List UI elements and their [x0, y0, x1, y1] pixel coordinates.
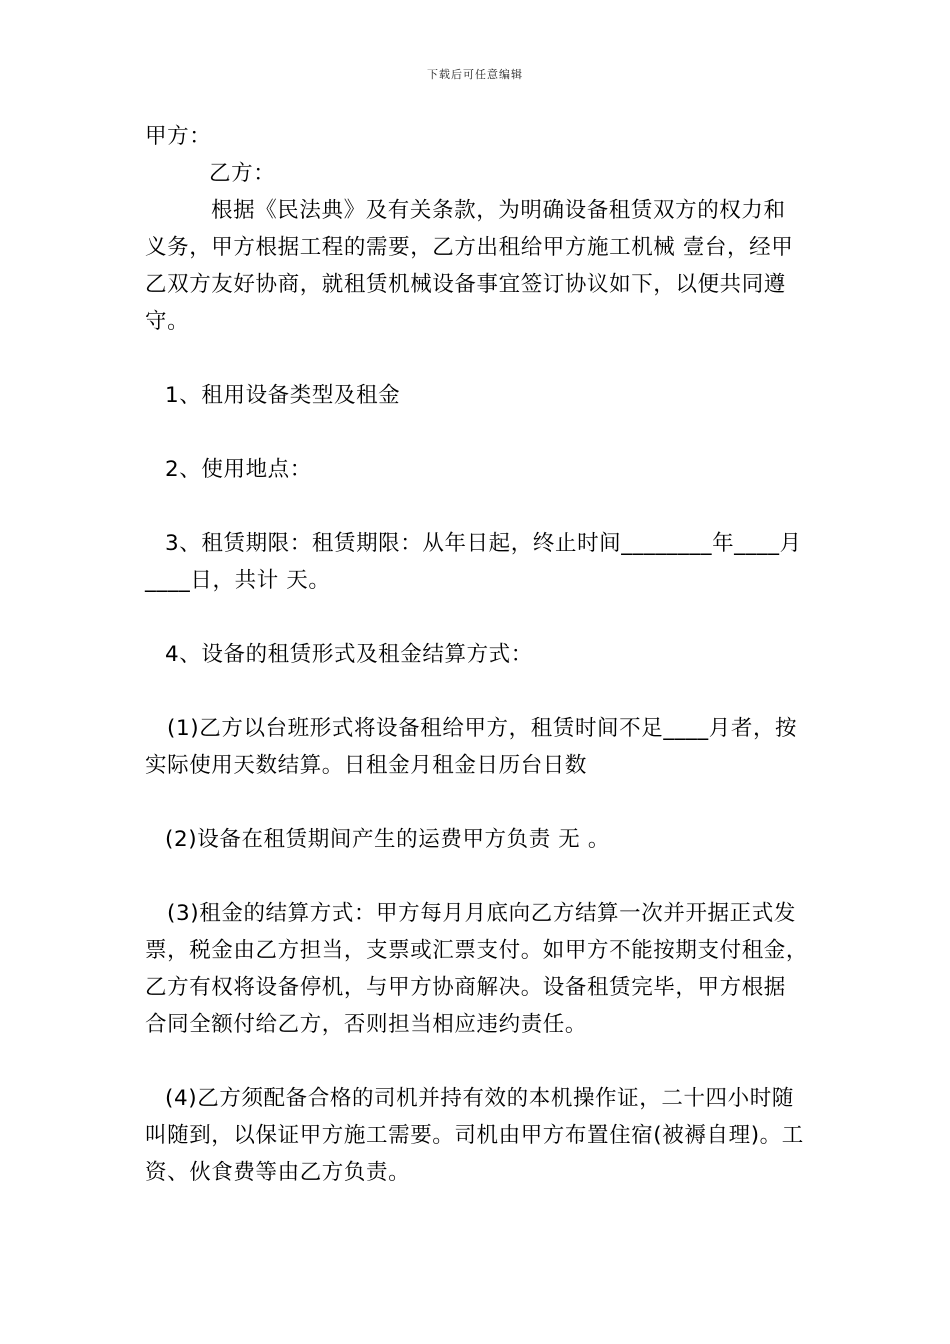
- clause-3-line: 3、租赁期限：租赁期限：从年日起，终止时间________年____月: [165, 531, 802, 556]
- document-body: [145, 118, 809, 1191]
- sub-clause-3-line: 票，税金由乙方担当，支票或汇票支付。如甲方不能按期支付租金，: [145, 938, 809, 963]
- sub-clause-3-line: 合同全额付给乙方，否则担当相应违约责任。: [145, 1012, 588, 1037]
- intro-line: 守。: [145, 309, 190, 334]
- sub-clause-4-line: 叫随到，以保证甲方施工需要。司机由甲方布置住宿(被褥自理)。工: [145, 1123, 804, 1148]
- intro-paragraph: [145, 192, 805, 340]
- clause-2: 2、使用地点：: [165, 457, 312, 482]
- clause-3: [145, 525, 805, 599]
- clause-4: 4、设备的租赁形式及租金结算方式：: [165, 642, 533, 667]
- header-note: 下载后可任意编辑: [427, 68, 523, 81]
- sub-clause-4-line: (4)乙方须配备合格的司机并持有效的本机操作证，二十四小时随: [165, 1086, 794, 1111]
- sub-clause-4: [145, 1080, 805, 1191]
- party-b-line: 乙方：: [209, 161, 276, 186]
- sub-clause-1-line: 实际使用天数结算。日租金月租金日历台日数: [145, 753, 588, 778]
- sub-clause-3-line: (3)租金的结算方式：甲方每月月底向乙方结算一次并开据正式发: [167, 901, 796, 926]
- sub-clause-1: [145, 710, 805, 784]
- sub-clause-1-line: (1)乙方以台班形式将设备租给甲方，租赁时间不足____月者，按: [167, 716, 798, 741]
- sub-clause-3-line: 乙方有权将设备停机，与甲方协商解决。设备租赁完毕，甲方根据: [145, 975, 786, 1000]
- sub-clause-2: (2)设备在租赁期间产生的运费甲方负责 无 。: [165, 827, 610, 852]
- party-a-line: 甲方：: [145, 124, 212, 149]
- sub-clause-4-line: 资、伙食费等由乙方负责。: [145, 1160, 411, 1185]
- intro-line: 乙双方友好协商，就租赁机械设备事宜签订协议如下，以便共同遵: [145, 272, 786, 297]
- clause-1: 1、租用设备类型及租金: [165, 383, 401, 408]
- intro-line: 义务，甲方根据工程的需要，乙方出租给甲方施工机械 壹台，经甲: [145, 235, 794, 260]
- sub-clause-3: [145, 895, 809, 1043]
- intro-line: 根据《民法典》及有关条款，为明确设备租赁双方的权力和: [211, 198, 786, 223]
- clause-3-line: ____日，共计 天。: [145, 568, 331, 593]
